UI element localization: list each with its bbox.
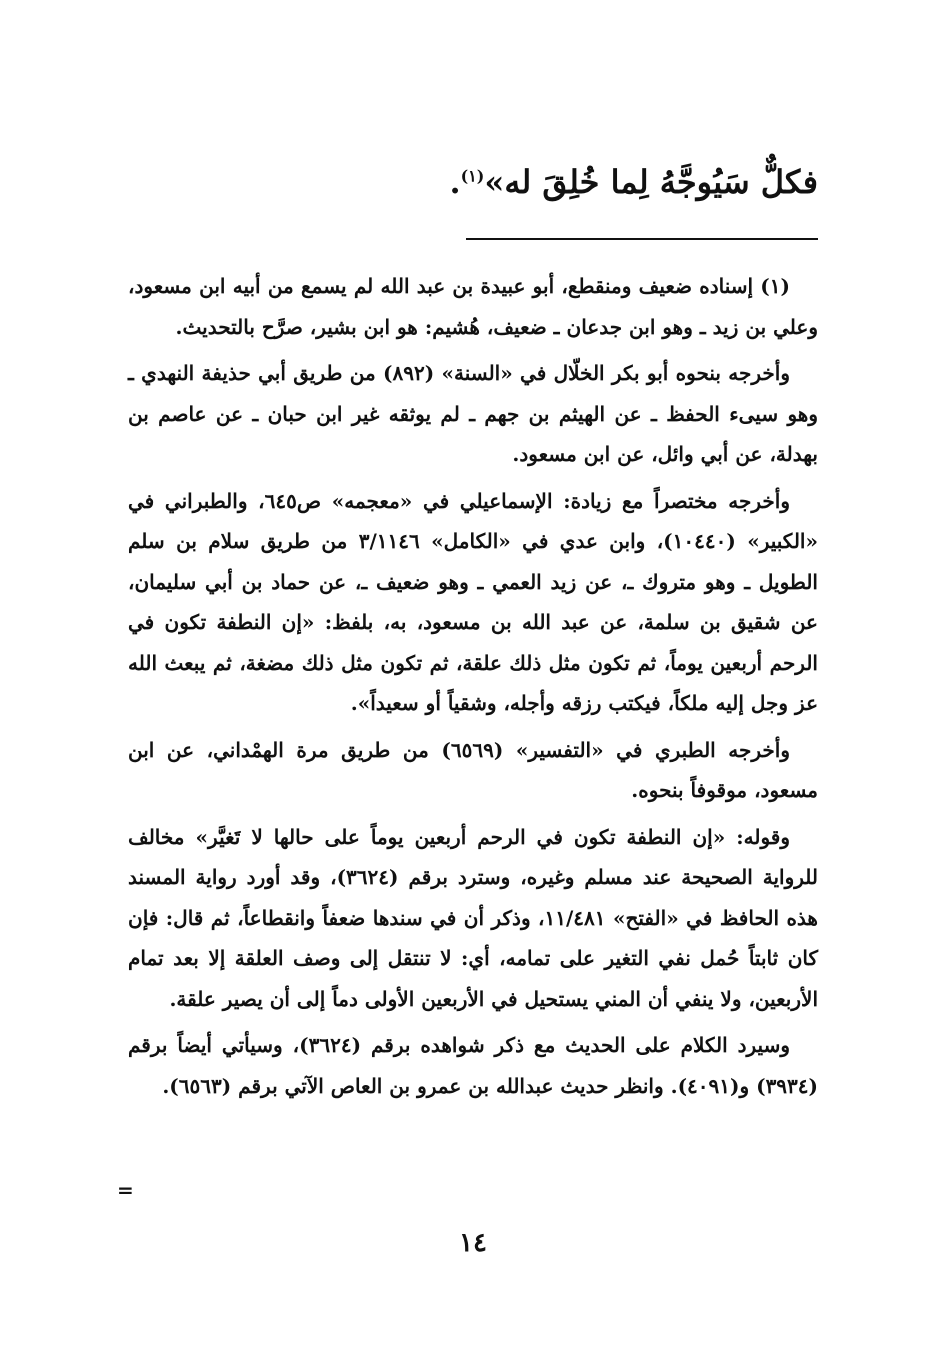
footnote-paragraph-1: (١) إسناده ضعيف ومنقطع، أبو عبيدة بن عبد الله لم يسمع من أبيه ابن مسعود، وعلي بن زيد ـ وهو ابن جدعان ـ ضعيف، هُشيم: هو ابن بشير، صرَّح بالتحديث.: [128, 274, 818, 339]
main-text-end-period: .: [449, 163, 461, 201]
footnote-paragraph-3: وأخرجه مختصراً مع زيادة: الإسماعيلي في «معجمه» ص٦٤٥، والطبراني في «الكبير» (١٠٤٤٠)، وابن عدي في «الكامل» ٣/١١٤٦ من طريق سلام بن سلم الطويل ـ وهو متروك ـ، عن زيد العمي ـ وهو ضعيف ـ، عن حماد بن أبي سليمان، عن شقيق بن سلمة، عن عبد الله بن مسعود، به، بلفظ: «إن النطفة تكون في الرحم أربعين يوماً، ثم تكون مثل ذلك علقة، ثم تكون مثل ذلك مضغة، ثم يبعث الله عز وجل إليه ملكاً، فيكتب رزقه وأجله، وشقياً أو سعيداً».: [128, 488, 818, 715]
footnote-separator-rule: [466, 238, 818, 240]
footnotes-section: [128, 266, 818, 1112]
footnote-paragraph-6: وسيرد الكلام على الحديث مع ذكر شواهده برقم (٣٦٢٤)، وسيأتي أيضاً برقم (٣٩٣٤) و(٤٠٩١). وانظر حديث عبدالله بن عمرو بن العاص الآتي برقم (٦٥٦٣).: [128, 1033, 818, 1098]
main-text-line: [128, 160, 818, 204]
page-number: ١٤: [459, 1228, 487, 1258]
footnote-continuation-mark: =: [117, 1178, 134, 1202]
footnote-reference-marker: (١): [460, 166, 485, 186]
footnote-paragraph-5: وقوله: «إن النطفة تكون في الرحم أربعين يوماً على حالها لا تَغيَّر» مخالف للرواية الصحيحة عند مسلم وغيره، وسترد برقم (٣٦٢٤)، وقد أورد رواية المسند هذه الحافظ في «الفتح» ١١/٤٨١، وذكر أن في سندها ضعفاً وانقطاعاً، ثم قال: فإن كان ثابتاً حُمل نفي التغير على تمامه، أي: لا تنتقل إلى وصف العلقة إلا بعد تمام الأربعين، ولا ينفي أن المني يستحيل في الأربعين الأولى دماً إلى أن يصير علقة.: [128, 824, 819, 1011]
main-text-content: فكلٌّ سَيُوجَّهُ لِما خُلِقَ له»: [484, 163, 818, 201]
footnote-paragraph-2: وأخرجه بنحوه أبو بكر الخلّال في «السنة» (٨٩٢) من طريق أبي حذيفة النهدي ـ وهو سيىء الحفظ ـ عن الهيثم بن جهم ـ لم يوثقه غير ابن حبان ـ عن عاصم بن بهدلة، عن أبي وائل، عن ابن مسعود.: [128, 361, 819, 466]
footnote-paragraph-4: وأخرجه الطبري في «التفسير» (٦٥٦٩) من طريق مرة الهمْداني، عن ابن مسعود، موقوفاً بنحوه.: [128, 737, 818, 802]
